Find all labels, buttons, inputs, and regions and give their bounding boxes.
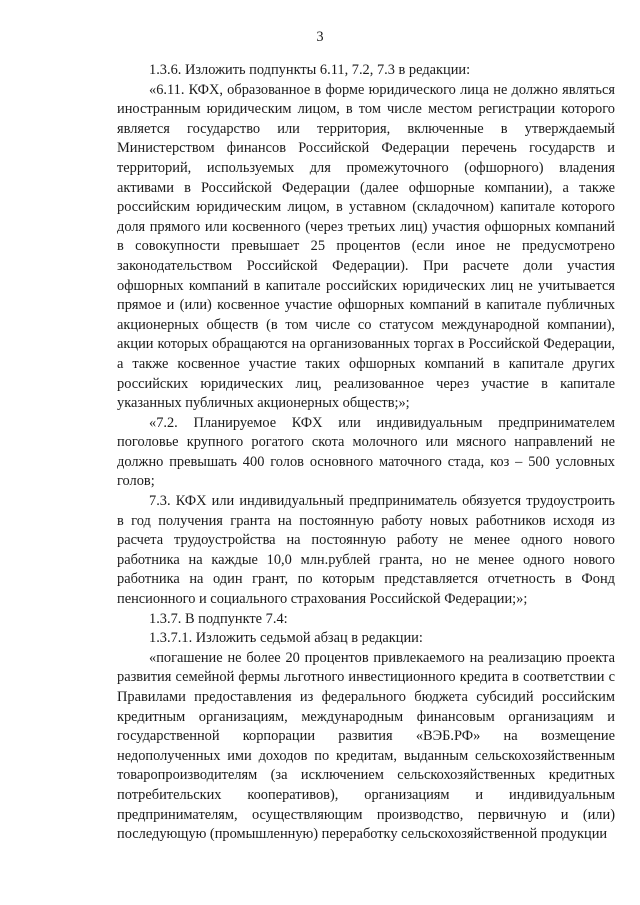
paragraph-quote-repayment: «погашение не более 20 процентов привлекаемого на реализацию проекта развития семейной фермы льготного инвестиционного кредита в соответствии с Правилами предоставления из федерального бюджета субсидий российским кредитным организациям, международным финансовым организациям и государственной корпорации развития «ВЭБ.РФ» на возмещение недополученных ими доходов по кредитам, выданным сельскохозяйственным товаропроизводителям (за исключением сельскохозяйственных кредитных потребительских кооперативов), организациям и индивидуальным предпринимателям, осуществляющим производство, первичную и (или) последующую (промышленную) переработку сельскохозяйственной продукции [117,649,615,843]
page-number: 3 [316,29,324,45]
paragraph-1-3-6: 1.3.6. Изложить подпункты 6.11, 7.2, 7.3 в редакции: [149,62,471,78]
paragraph-1-3-7: 1.3.7. В подпункте 7.4: [149,610,288,627]
paragraph-7-3: 7.3. КФХ или индивидуальный предприниматель обязуется трудоустроить в год получения гранта на постоянную работу новых работников исходя из расчета трудоустройства на постоянную работу не менее одного нового работника на каждые 10,0 млн.рублей гранта, но не менее одного нового работника на один грант, по которым представляется отчетность в Фонд пенсионного и социального страхования Российской Федерации;»; [117,493,615,608]
paragraph-6-11: «6.11. КФХ, образованное в форме юридического лица не должно являться иностранным юридическим лицом, в том числе местом регистрации которого является государство или территория, включенные в утверждаемый Министерством финансов Российской Федерации перечень государств и территорий, используемых для промежуточного (офшорного) владения активами в Российской Федерации (далее офшорные компании), а также российским юридическим лицом, в уставном (складочном) капитале которого доля прямого или косвенного (через третьих лиц) участия офшорных компаний в совокупности превышает 25 процентов (если иное не предусмотрено законодательством Российской Федерации). При расчете доли участия офшорных компаний в капитале российских юридических лиц не учитывается прямое и (или) косвенное участие офшорных компаний в капитале публичных акционерных обществ (в том числе со статусом международной компании), акции которых обращаются на организованных торгах в Российской Федерации, а также косвенное участие таких офшорных компаний в капитале других российских юридических лиц, реализованное через участие в капитале указанных публичных акционерных обществ;»; [117,81,615,412]
paragraph-1-3-7-1: 1.3.7.1. Изложить седьмой абзац в редакции: [149,630,423,647]
paragraph-7-2: «7.2. Планируемое КФХ или индивидуальным предпринимателем поголовье крупного рогатого скота молочного или мясного направлений не должно превышать 400 голов основного маточного стада, коз – 500 условных голов; [117,414,615,490]
document-body [117,61,615,845]
